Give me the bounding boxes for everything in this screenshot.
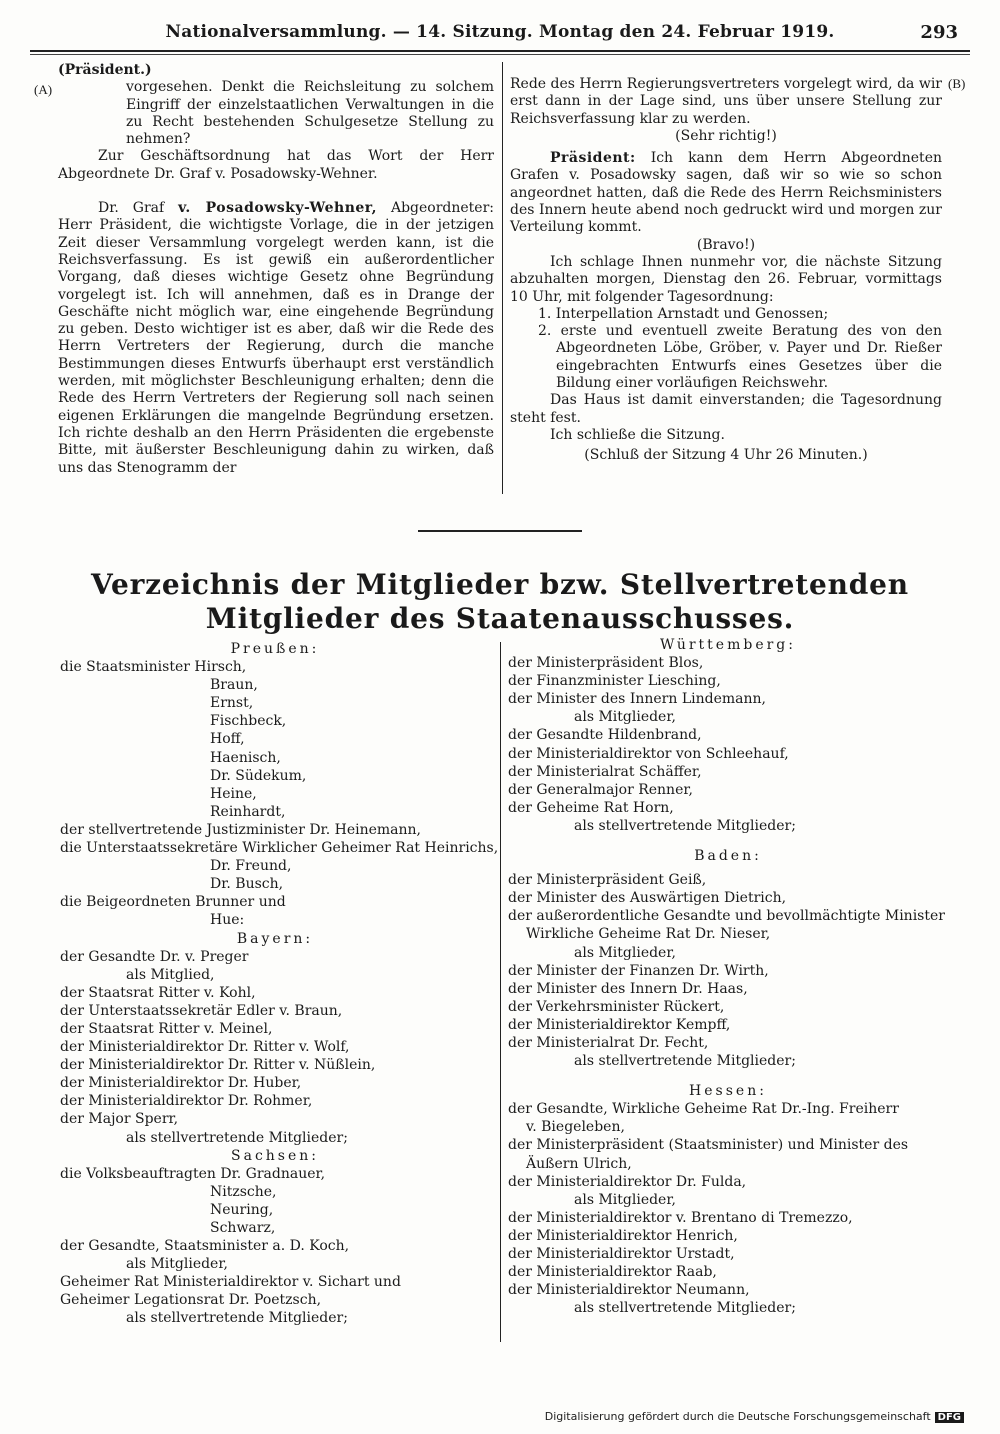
dfg-logo: DFG bbox=[935, 1412, 964, 1423]
header-rule bbox=[30, 50, 970, 52]
list-divider bbox=[500, 642, 501, 1342]
reaction: (Sehr richtig!) bbox=[675, 127, 777, 144]
member-line: der Ministerpräsident (Staatsminister) und Minister des bbox=[508, 1137, 909, 1154]
member-line: Dr. Freund, bbox=[210, 858, 292, 875]
member-line: der Minister des Innern Dr. Haas, bbox=[508, 980, 748, 997]
member-line: als Mitglied, bbox=[126, 966, 215, 983]
member-line: als Mitglieder, bbox=[574, 1191, 676, 1208]
speaker-name: v. Posadowsky-Wehner, bbox=[178, 200, 378, 217]
paragraph: Zur Geschäftsordnung hat das Wort der Herr Abgeordnete Dr. Graf v. Posadowsky-Wehner. bbox=[58, 148, 494, 182]
running-header bbox=[30, 22, 970, 50]
member-line: Fischbeck, bbox=[210, 713, 287, 730]
member-line: der Ministerialdirektor Dr. Ritter v. Wolf, bbox=[60, 1039, 350, 1056]
speech-paragraph bbox=[510, 150, 942, 236]
right-column bbox=[510, 76, 942, 465]
member-line: der Ministerialdirektor v. Brentano di Tremezzo, bbox=[508, 1209, 853, 1226]
member-line: Neuring, bbox=[210, 1201, 274, 1218]
members-left bbox=[60, 640, 499, 1328]
member-line: als stellvertretende Mitglieder; bbox=[126, 1129, 348, 1146]
spacer bbox=[508, 1070, 948, 1082]
member-line: der Geheime Rat Horn, bbox=[508, 799, 674, 816]
member-line: Heine, bbox=[210, 785, 257, 802]
page-number: 293 bbox=[920, 22, 958, 43]
speech-paragraph bbox=[58, 200, 494, 477]
member-line: der Staatsrat Ritter v. Meinel, bbox=[60, 1020, 273, 1037]
paragraph: Rede des Herrn Regierungsvertreters vorgelegt wird, da wir erst dann in der Lage sind, uns über unsere Stellung zur Reichsverfassung klar zu werden. bbox=[510, 76, 942, 127]
member-line: der Major Sperr, bbox=[60, 1111, 179, 1128]
member-line: Hue: bbox=[210, 912, 245, 929]
paragraph: Das Haus ist damit einverstanden; die Tagesordnung steht fest. bbox=[510, 392, 942, 426]
paragraph: Ich schließe die Sitzung. bbox=[550, 426, 725, 443]
member-line: der Ministerialdirektor von Schleehauf, bbox=[508, 745, 789, 762]
footer-text: Digitalisierung gefördert durch die Deutsche Forschungsgemeinschaft bbox=[544, 1410, 931, 1423]
member-line: der Generalmajor Renner, bbox=[508, 781, 693, 798]
paragraph: Ich schlage Ihnen nunmehr vor, die nächste Sitzung abzuhalten morgen, Dienstag den 26. Februar, vormittags 10 Uhr, mit folgender Tagesordnung: bbox=[510, 253, 942, 305]
speech-text: Ich kann dem Herrn Abgeordneten Grafen v. Posadowsky sagen, daß wir so wie so schon angeordnet hatten, daß die Rede des Herrn Reichsministers des Innern heute abend noch gedruckt wird und morgen zur Verteilung kommt. bbox=[510, 150, 942, 236]
margin-marker-a: (A) bbox=[34, 82, 53, 97]
member-line: als stellvertretende Mitglieder; bbox=[574, 1300, 796, 1317]
member-line: der Ministerialdirektor Kempff, bbox=[508, 1016, 731, 1033]
member-line: der Gesandte, Wirkliche Geheime Rat Dr.-Ing. Freiherr bbox=[508, 1101, 899, 1118]
member-line: der Ministerialdirektor Henrich, bbox=[508, 1227, 738, 1244]
member-line: die Unterstaatssekretäre Wirklicher Geheimer Rat Heinrichs, bbox=[60, 840, 499, 857]
section-separator bbox=[418, 530, 582, 532]
member-line: der Gesandte, Staatsminister a. D. Koch, bbox=[60, 1238, 350, 1255]
member-line: der Ministerialrat Schäffer, bbox=[508, 763, 702, 780]
state-heading: Baden: bbox=[694, 848, 762, 865]
member-line: Dr. Busch, bbox=[210, 876, 284, 893]
closing-note: (Schluß der Sitzung 4 Uhr 26 Minuten.) bbox=[584, 447, 868, 464]
member-line: der Ministerialdirektor Urstadt, bbox=[508, 1246, 735, 1262]
member-line: die Staatsminister Hirsch, bbox=[60, 659, 247, 676]
member-line: Geheimer Legationsrat Dr. Poetzsch, bbox=[60, 1292, 322, 1309]
member-line: der Finanzminister Liesching, bbox=[508, 673, 721, 690]
member-line: Nitzsche, bbox=[210, 1183, 277, 1200]
members-right bbox=[508, 636, 948, 1317]
header-rule-thin bbox=[30, 54, 970, 55]
member-line: als Mitglieder, bbox=[574, 709, 676, 726]
member-line: Wirkliche Geheime Rat Dr. Nieser, bbox=[526, 926, 771, 943]
member-line: der Ministerialdirektor Neumann, bbox=[508, 1282, 750, 1299]
member-line: der Minister des Auswärtigen Dietrich, bbox=[508, 890, 787, 907]
member-line: der Ministerialdirektor Dr. Ritter v. Nüßlein, bbox=[60, 1057, 376, 1074]
agenda-item: 2. erste und eventuell zweite Beratung des von den Abgeordneten Löbe, Gröber, v. Payer und Dr. Rießer eingebrachten Entwurfs eines Gesetzes über die Bildung einer vorläufigen Reichswehr. bbox=[538, 323, 942, 392]
speaker-label: Präsident: bbox=[550, 150, 636, 167]
member-line: Braun, bbox=[210, 677, 258, 694]
speaker-tag: (Präsident.) bbox=[58, 62, 152, 78]
member-line: der Minister des Innern Lindemann, bbox=[508, 691, 766, 708]
member-line: der Staatsrat Ritter v. Kohl, bbox=[60, 984, 256, 1001]
member-line: Haenisch, bbox=[210, 749, 281, 766]
column-divider bbox=[502, 62, 503, 494]
speech-text: Abgeordneter: Herr Präsident, die wichtigste Vorlage, die in der jetzigen Zeit dieser Versammlung vorgelegt werden kann, ist die Reichsverfassung. Es ist gewiß ein außerordentlicher Vorgang, daß dieses wichtige Gesetz ohne Begründung vorgelegt ist. Ich will annehmen, daß es in Drange der Geschäfte nicht möglich war, eine eingehende Begründung zu geben. Desto wichtiger ist es aber, daß wir die Rede des Herrn Vertreters der Regierung, durch die manche Bestimmungen dieses Entwurfs überhaupt erst verständlich werden, mit möglichster Beschleunigung erhalten; denn die Rede des Herrn Vertreters der Regierung soll nach seinen eigenen Erklärungen die mangelnde Begründung ersetzen. Ich richte deshalb an den Herrn Präsidenten die ergebenste Bitte, mit äußerster Beschleunigung dahin zu wirken, daß uns das Stenogramm der bbox=[58, 200, 494, 476]
state-heading: Württemberg: bbox=[660, 637, 796, 653]
member-line: der Verkehrsminister Rückert, bbox=[508, 998, 725, 1015]
member-line: als Mitglieder, bbox=[574, 944, 676, 961]
member-line: der Ministerpräsident Blos, bbox=[508, 655, 704, 672]
member-line: der Minister der Finanzen Dr. Wirth, bbox=[508, 962, 769, 979]
member-line: Äußern Ulrich, bbox=[526, 1155, 632, 1172]
member-line: der außerordentliche Gesandte und bevollmächtigte Minister bbox=[508, 908, 945, 925]
reaction: (Bravo!) bbox=[696, 236, 756, 253]
speech-prefix: Dr. Graf bbox=[98, 200, 179, 217]
state-heading: Preußen: bbox=[230, 641, 320, 657]
member-line: der Unterstaatssekretär Edler v. Braun, bbox=[60, 1002, 343, 1019]
member-line: als stellvertretende Mitglieder; bbox=[574, 1053, 796, 1070]
member-line: der Ministerialdirektor Dr. Fulda, bbox=[508, 1173, 747, 1190]
member-line: der Gesandte Dr. v. Preger bbox=[60, 948, 249, 965]
agenda-item: 1. Interpellation Arnstadt und Genossen; bbox=[538, 305, 829, 322]
member-line: der Ministerialrat Dr. Fecht, bbox=[508, 1034, 709, 1051]
state-heading: Hessen: bbox=[689, 1083, 767, 1100]
member-line: als stellvertretende Mitglieder; bbox=[126, 1310, 348, 1327]
state-heading: Bayern: bbox=[236, 930, 314, 947]
header-title: Nationalversammlung. — 14. Sitzung. Montag den 24. Februar 1919. bbox=[165, 22, 835, 42]
member-line: Reinhardt, bbox=[210, 803, 286, 820]
member-line: Hoff, bbox=[210, 731, 245, 748]
state-heading: Sachsen: bbox=[231, 1147, 319, 1164]
member-line: die Volksbeauftragten Dr. Gradnauer, bbox=[60, 1165, 326, 1182]
member-line: Schwarz, bbox=[210, 1220, 276, 1236]
member-line: der Ministerialdirektor Dr. Rohmer, bbox=[60, 1093, 313, 1110]
left-column bbox=[58, 62, 494, 477]
spacer bbox=[508, 835, 948, 847]
member-line: der Ministerialdirektor Raab, bbox=[508, 1264, 717, 1281]
footer-credit bbox=[545, 1410, 964, 1423]
member-line: Dr. Südekum, bbox=[210, 767, 307, 784]
margin-marker-b: (B) bbox=[948, 76, 966, 91]
member-line: der stellvertretende Justizminister Dr. Heinemann, bbox=[60, 821, 421, 838]
member-line: die Beigeordneten Brunner und bbox=[60, 894, 286, 911]
list-title: Verzeichnis der Mitglieder bzw. Stellvertretenden Mitglieder des Staatenausschusses. bbox=[91, 568, 909, 635]
member-line: als Mitglieder, bbox=[126, 1256, 228, 1273]
member-line: der Gesandte Hildenbrand, bbox=[508, 727, 702, 744]
member-line: Ernst, bbox=[210, 695, 254, 712]
member-line: als stellvertretende Mitglieder; bbox=[574, 817, 796, 834]
paragraph: vorgesehen. Denkt die Reichsleitung zu solchem Eingriff der einzelstaatlichen Verwaltungen in die zu Recht bestehenden Schulgesetze Stellung zu nehmen? bbox=[126, 79, 494, 148]
member-line: Geheimer Rat Ministerialdirektor v. Sichart und bbox=[60, 1274, 401, 1291]
member-line: der Ministerpräsident Geiß, bbox=[508, 872, 707, 889]
member-line: der Ministerialdirektor Dr. Huber, bbox=[60, 1075, 302, 1092]
member-line: v. Biegeleben, bbox=[526, 1119, 625, 1136]
